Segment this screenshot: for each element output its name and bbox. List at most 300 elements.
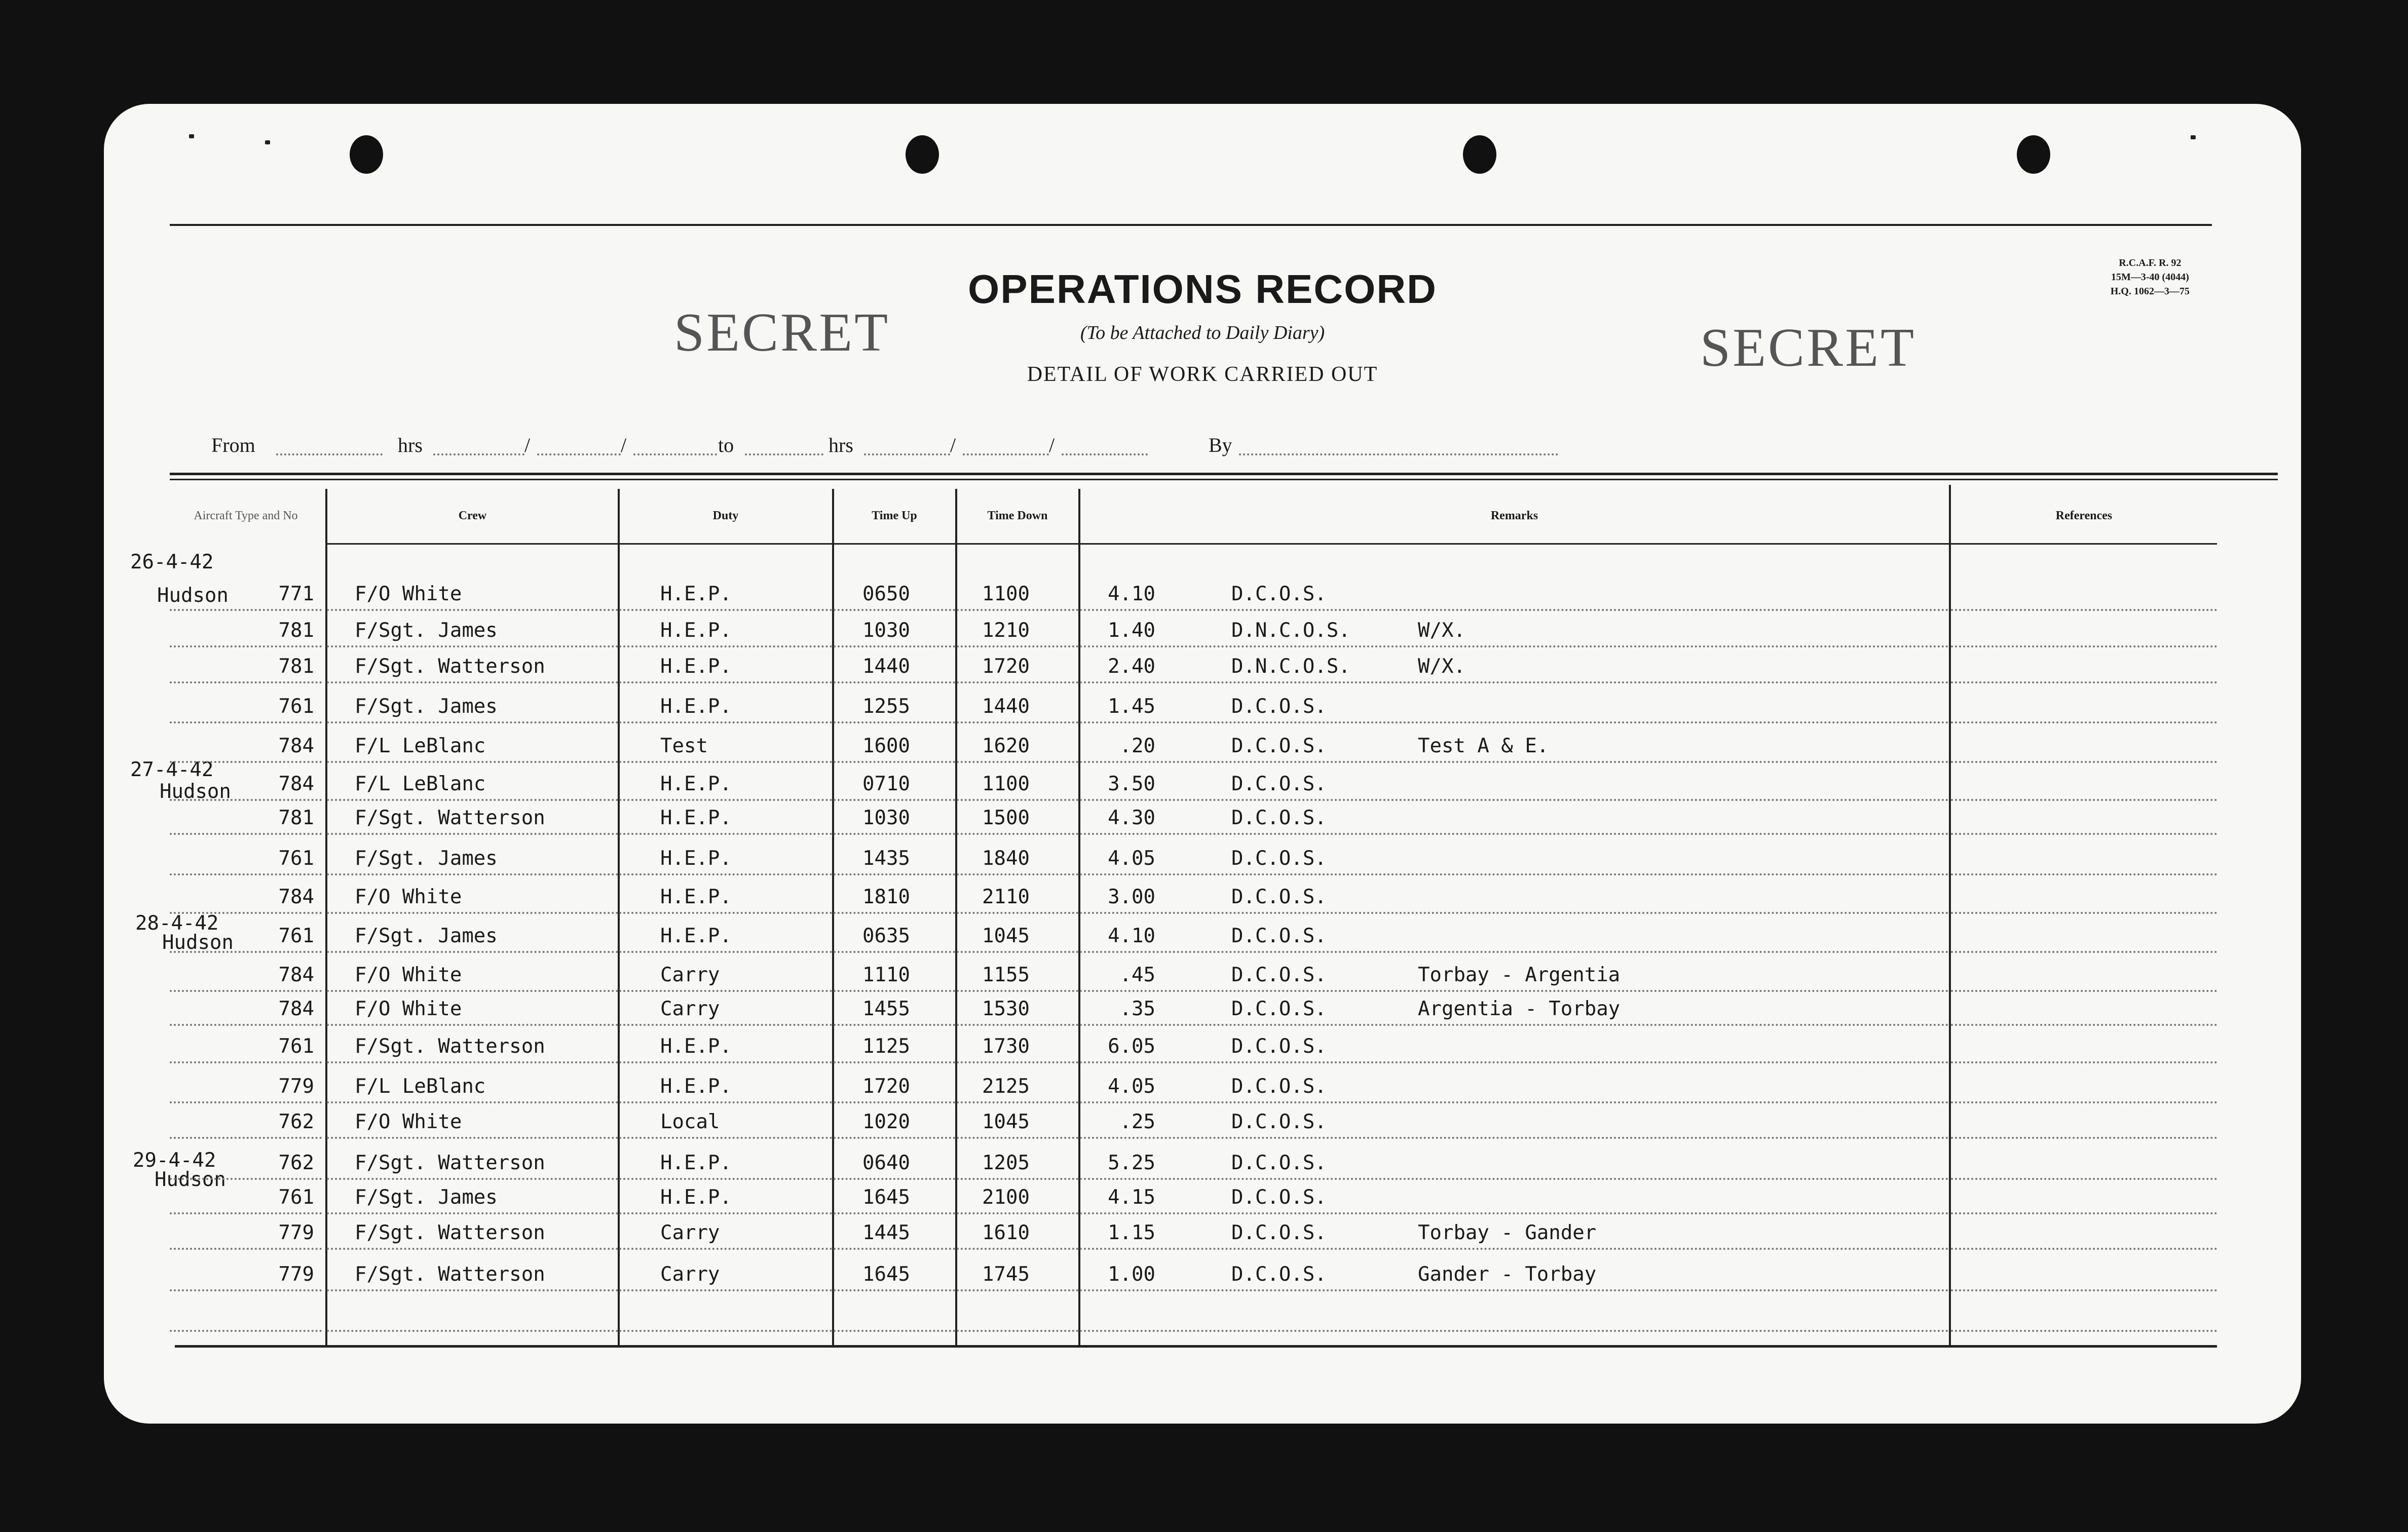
cell-crew: F/Sgt. Watterson [355,1221,545,1244]
cell-up: 0635 [862,925,910,947]
row-dotted-guide [834,990,955,992]
row-dotted-guide [834,873,955,875]
cell-up: 1020 [862,1110,910,1133]
row-dotted-guide [327,873,618,875]
row-dotted-guide [619,761,832,763]
cell-crew: F/O White [355,964,462,986]
cell-code: D.C.O.S. [1231,964,1327,986]
cell-note: W/X. [1418,655,1465,678]
cell-hours: 2.40 [1108,655,1155,678]
row-dotted-guide [834,681,955,683]
row-dotted-guide [170,1212,322,1214]
row-dotted-guide [1951,1289,2217,1291]
row-dotted-guide [327,1212,618,1214]
row-dotted-guide [619,1137,832,1139]
cell-down: 2125 [982,1075,1030,1098]
row-dotted-guide [1951,1178,2217,1180]
cell-no: 781 [278,655,314,678]
row-dotted-guide [1951,1024,2217,1026]
table-bottom-rule [175,1345,2217,1348]
cell-hours: 3.00 [1108,886,1155,908]
cell-up: 1030 [862,619,910,642]
speck [2191,135,2196,139]
cell-code: D.C.O.S. [1231,735,1327,757]
cell-up: 0710 [862,773,910,795]
cell-code: D.C.O.S. [1231,1035,1327,1058]
cell-duty: H.E.P. [660,807,732,829]
row-dotted-guide [1080,833,1949,835]
cell-up: 1645 [862,1263,910,1286]
row-dotted-guide [1080,1289,1949,1291]
row-dotted-guide [619,609,832,611]
cell-no: 761 [278,1035,314,1058]
cell-up: 1435 [862,847,910,870]
cell-note: Argentia - Torbay [1418,998,1621,1020]
cell-crew: F/Sgt. James [355,1186,498,1209]
cell-crew: F/O White [355,1110,462,1133]
cell-note: Test A & E. [1418,735,1549,757]
cell-hours: 4.05 [1108,847,1155,870]
hrs-label-2: hrs [829,434,853,456]
cell-no: 781 [278,807,314,829]
cell-note: Gander - Torbay [1418,1263,1597,1286]
row-dotted-guide [170,761,322,763]
cell-duty: H.E.P. [660,886,732,908]
row-dotted-guide [1951,833,2217,835]
cell-crew: F/Sgt. Watterson [355,807,545,829]
row-dotted-guide [834,1289,955,1291]
cell-code: D.C.O.S. [1231,1110,1327,1133]
cell-duty: Carry [660,1221,720,1244]
cell-up: 1720 [862,1075,910,1098]
row-dotted-guide [1080,912,1949,914]
row-dotted-guide [1080,1061,1949,1063]
cell-duty: H.E.P. [660,655,732,678]
cell-no: 771 [278,583,314,605]
cell-code: D.C.O.S. [1231,807,1327,829]
row-dotted-guide [834,1178,955,1180]
row-dotted-guide [1080,761,1949,763]
cell-code: D.C.O.S. [1231,773,1327,795]
cell-hours: 4.10 [1108,925,1155,947]
row-dotted-guide [957,1061,1078,1063]
row-dotted-guide [1080,951,1949,953]
column-header-remarks: Remarks [1490,509,1538,522]
row-dotted-guide [957,912,1078,914]
cell-crew: F/Sgt. Watterson [355,655,545,678]
row-dotted-guide [1080,609,1949,611]
cell-no: 784 [278,735,314,757]
row-dotted-guide [1951,645,2217,647]
secret-stamp-right: SECRET [1700,318,1916,378]
row-dotted-guide [327,681,618,683]
column-header-duty: Duty [712,509,739,522]
cell-crew: F/Sgt. James [355,619,498,642]
row-dotted-guide [957,645,1078,647]
row-dotted-guide [170,799,322,801]
form-reference-line: 15M—3-40 (4044) [2111,272,2189,283]
row-dotted-guide [327,1289,618,1291]
row-dotted-guide [834,951,955,953]
row-dotted-guide [1080,1178,1949,1180]
cell-up: 1110 [862,964,910,986]
row-dotted-guide [957,1212,1078,1214]
row-dotted-guide [327,609,618,611]
row-dotted-guide [327,1137,618,1139]
cell-down: 1440 [982,695,1030,718]
cell-no: 761 [278,695,314,718]
blank [864,453,950,455]
row-dotted-guide [1951,912,2217,914]
cell-down: 1530 [982,998,1030,1020]
cell-duty: H.E.P. [660,847,732,870]
cell-up: 1445 [862,1221,910,1244]
cell-code: D.N.C.O.S. [1231,655,1350,678]
cell-code: D.C.O.S. [1231,925,1327,947]
row-dotted-guide [1080,721,1949,723]
cell-crew: F/Sgt. Watterson [355,1035,545,1058]
cell-code: D.C.O.S. [1231,695,1327,718]
row-dotted-guide [834,1212,955,1214]
row-dotted-guide [1951,1248,2217,1250]
column-header-crew: Crew [458,509,487,522]
row-dotted-guide [1951,1137,2217,1139]
aircraft-type: Hudson [155,1168,226,1191]
secret-stamp-left: SECRET [674,302,890,363]
cell-no: 779 [278,1075,314,1098]
cell-no: 784 [278,964,314,986]
cell-duty: H.E.P. [660,1035,732,1058]
cell-code: D.C.O.S. [1231,1186,1327,1209]
cell-crew: F/Sgt. James [355,925,498,947]
cell-up: 0650 [862,583,910,605]
aircraft-type: Hudson [157,584,229,607]
row-dotted-guide [170,1024,322,1026]
operations-record-form [104,104,2301,1424]
cell-down: 2110 [982,886,1030,908]
blank [433,453,524,455]
date-label: 26-4-42 [130,551,214,573]
row-dotted-guide [834,1330,955,1332]
row-dotted-guide [170,873,322,875]
cell-code: D.C.O.S. [1231,1263,1327,1286]
to-label: to [718,434,734,456]
cell-hours: 4.30 [1108,807,1155,829]
row-dotted-guide [170,1101,322,1103]
row-dotted-guide [619,1289,832,1291]
row-dotted-guide [834,1137,955,1139]
page-title: OPERATIONS RECORD [968,266,1437,312]
row-dotted-guide [957,833,1078,835]
row-dotted-guide [834,833,955,835]
blank [633,453,717,455]
cell-hours: 1.15 [1108,1221,1155,1244]
row-dotted-guide [1080,1024,1949,1026]
cell-down: 1720 [982,655,1030,678]
cell-duty: Carry [660,964,720,986]
cell-duty: Carry [660,1263,720,1286]
slash: / [524,434,531,456]
cell-down: 1840 [982,847,1030,870]
row-dotted-guide [619,990,832,992]
form-reference-line: H.Q. 1062—3—75 [2110,286,2190,297]
row-dotted-guide [619,1061,832,1063]
row-dotted-guide [170,721,322,723]
slash: / [1049,434,1055,456]
speck [265,140,270,144]
row-dotted-guide [957,609,1078,611]
row-dotted-guide [1080,645,1949,647]
row-dotted-guide [1080,1212,1949,1214]
row-dotted-guide [1951,1061,2217,1063]
row-dotted-guide [957,951,1078,953]
cell-code: D.C.O.S. [1231,886,1327,908]
cell-hours: 1.40 [1108,619,1155,642]
cell-down: 1205 [982,1152,1030,1174]
row-dotted-guide [619,1178,832,1180]
row-dotted-guide [619,799,832,801]
row-dotted-guide [1080,799,1949,801]
cell-no: 784 [278,773,314,795]
cell-crew: F/Sgt. Watterson [355,1263,545,1286]
cell-down: 1100 [982,773,1030,795]
cell-crew: F/O White [355,886,462,908]
row-dotted-guide [327,1178,618,1180]
row-dotted-guide [327,645,618,647]
punch-hole [1463,135,1496,174]
cell-hours: 6.05 [1108,1035,1155,1058]
row-dotted-guide [957,873,1078,875]
from-label: From [211,434,255,456]
row-dotted-guide [957,1248,1078,1250]
row-dotted-guide [1951,990,2217,992]
cell-up: 1600 [862,735,910,757]
cell-code: D.C.O.S. [1231,1152,1327,1174]
cell-hours: .25 [1119,1110,1155,1133]
row-dotted-guide [1951,799,2217,801]
row-dotted-guide [170,951,322,953]
row-dotted-guide [619,873,832,875]
aircraft-type: Hudson [162,931,234,954]
column-rule [618,489,620,1345]
cell-down: 1045 [982,1110,1030,1133]
row-dotted-guide [1080,990,1949,992]
row-dotted-guide [834,799,955,801]
row-dotted-guide [1951,681,2217,683]
cell-hours: .20 [1119,735,1155,757]
column-rule [1949,485,1951,1346]
row-dotted-guide [170,912,322,914]
row-dotted-guide [327,721,618,723]
row-dotted-guide [957,681,1078,683]
row-dotted-guide [1951,761,2217,763]
row-dotted-guide [327,1248,618,1250]
cell-up: 1440 [862,655,910,678]
cell-up: 1645 [862,1186,910,1209]
row-dotted-guide [1951,721,2217,723]
cell-code: D.C.O.S. [1231,847,1327,870]
row-dotted-guide [327,1101,618,1103]
cell-hours: 4.15 [1108,1186,1155,1209]
by-label: By [1209,434,1232,456]
row-dotted-guide [170,1289,322,1291]
cell-no: 761 [278,925,314,947]
row-dotted-guide [957,1330,1078,1332]
blank [537,453,621,455]
column-rule [1078,489,1080,1345]
cell-up: 1455 [862,998,910,1020]
row-dotted-guide [327,799,618,801]
column-rule [832,489,834,1345]
cell-duty: H.E.P. [660,583,732,605]
cell-down: 1610 [982,1221,1030,1244]
cell-down: 1210 [982,619,1030,642]
row-dotted-guide [957,1137,1078,1139]
row-dotted-guide [327,951,618,953]
row-dotted-guide [327,1330,618,1332]
table-top-rule [170,479,2278,480]
row-dotted-guide [170,609,322,611]
date-label: 28-4-42 [135,912,219,935]
hrs-label-1: hrs [398,434,423,456]
page-subtitle: (To be Attached to Daily Diary) [1080,322,1325,343]
cell-crew: F/L LeBlanc [355,773,486,795]
cell-up: 1810 [862,886,910,908]
row-dotted-guide [327,761,618,763]
cell-code: D.C.O.S. [1231,998,1327,1020]
row-dotted-guide [327,833,618,835]
slash: / [950,434,956,456]
cell-down: 1745 [982,1263,1030,1286]
row-dotted-guide [1951,951,2217,953]
row-dotted-guide [1951,1212,2217,1214]
cell-no: 761 [278,847,314,870]
row-dotted-guide [1951,1330,2217,1332]
row-dotted-guide [170,1061,322,1063]
cell-no: 779 [278,1263,314,1286]
cell-hours: 1.00 [1108,1263,1155,1286]
cell-crew: F/Sgt. James [355,695,498,718]
cell-duty: H.E.P. [660,773,732,795]
cell-hours: 4.10 [1108,583,1155,605]
row-dotted-guide [170,833,322,835]
row-dotted-guide [1080,1330,1949,1332]
cell-hours: .35 [1119,998,1155,1020]
date-label: 27-4-42 [130,758,214,781]
row-dotted-guide [619,1212,832,1214]
cell-code: D.C.O.S. [1231,1075,1327,1098]
row-dotted-guide [957,990,1078,992]
punch-hole [906,135,939,174]
cell-duty: H.E.P. [660,695,732,718]
row-dotted-guide [1080,1101,1949,1103]
cell-duty: Local [660,1110,720,1133]
cell-duty: Test [660,735,708,757]
row-dotted-guide [619,951,832,953]
row-dotted-guide [1080,1248,1949,1250]
cell-duty: H.E.P. [660,619,732,642]
slash: / [621,434,627,456]
cell-up: 1125 [862,1035,910,1058]
cell-code: D.C.O.S. [1231,583,1327,605]
row-dotted-guide [834,1024,955,1026]
cell-down: 1155 [982,964,1030,986]
column-rule [955,489,957,1345]
cell-duty: H.E.P. [660,1152,732,1174]
row-dotted-guide [1951,1101,2217,1103]
row-dotted-guide [170,1178,322,1180]
speck [189,134,194,138]
row-dotted-guide [170,990,322,992]
cell-hours: 4.05 [1108,1075,1155,1098]
cell-down: 1045 [982,925,1030,947]
row-dotted-guide [834,609,955,611]
cell-down: 2100 [982,1186,1030,1209]
cell-code: D.N.C.O.S. [1231,619,1350,642]
by-blank [1239,453,1558,455]
row-dotted-guide [834,912,955,914]
column-header-references: References [2055,509,2113,522]
row-dotted-guide [957,761,1078,763]
cell-duty: H.E.P. [660,1075,732,1098]
cell-hours: 5.25 [1108,1152,1155,1174]
column-header-aircraft: Aircraft Type and No [194,509,298,522]
row-dotted-guide [957,799,1078,801]
row-dotted-guide [619,1024,832,1026]
row-dotted-guide [957,1101,1078,1103]
punch-hole [350,135,383,174]
cell-up: 0640 [862,1152,910,1174]
row-dotted-guide [327,990,618,992]
row-dotted-guide [170,681,322,683]
blank [1062,453,1148,455]
header-rule [327,543,2217,545]
form-reference-line: R.C.A.F. R. 92 [2119,257,2181,269]
cell-crew: F/O White [355,583,462,605]
cell-hours: 3.50 [1108,773,1155,795]
aircraft-type: Hudson [160,780,231,803]
column-header-time-down: Time Down [987,509,1048,522]
row-dotted-guide [170,1137,322,1139]
cell-no: 784 [278,886,314,908]
row-dotted-guide [1951,873,2217,875]
row-dotted-guide [957,1178,1078,1180]
cell-note: Torbay - Argentia [1418,964,1621,986]
cell-crew: F/Sgt. James [355,847,498,870]
row-dotted-guide [619,721,832,723]
row-dotted-guide [834,1061,955,1063]
column-header-time-up: Time Up [872,509,917,522]
row-dotted-guide [170,1248,322,1250]
cell-up: 1030 [862,807,910,829]
form-reference [2111,256,2190,298]
cell-code: D.C.O.S. [1231,1221,1327,1244]
cell-down: 1620 [982,735,1030,757]
row-dotted-guide [834,721,955,723]
cell-crew: F/L LeBlanc [355,1075,486,1098]
cell-no: 784 [278,998,314,1020]
cell-crew: F/Sgt. Watterson [355,1152,545,1174]
cell-no: 762 [278,1152,314,1174]
row-dotted-guide [1080,873,1949,875]
row-dotted-guide [619,681,832,683]
row-dotted-guide [834,761,955,763]
cell-hours: .45 [1119,964,1155,986]
top-rule [170,224,2212,226]
cell-down: 1100 [982,583,1030,605]
cell-down: 1500 [982,807,1030,829]
row-dotted-guide [957,721,1078,723]
